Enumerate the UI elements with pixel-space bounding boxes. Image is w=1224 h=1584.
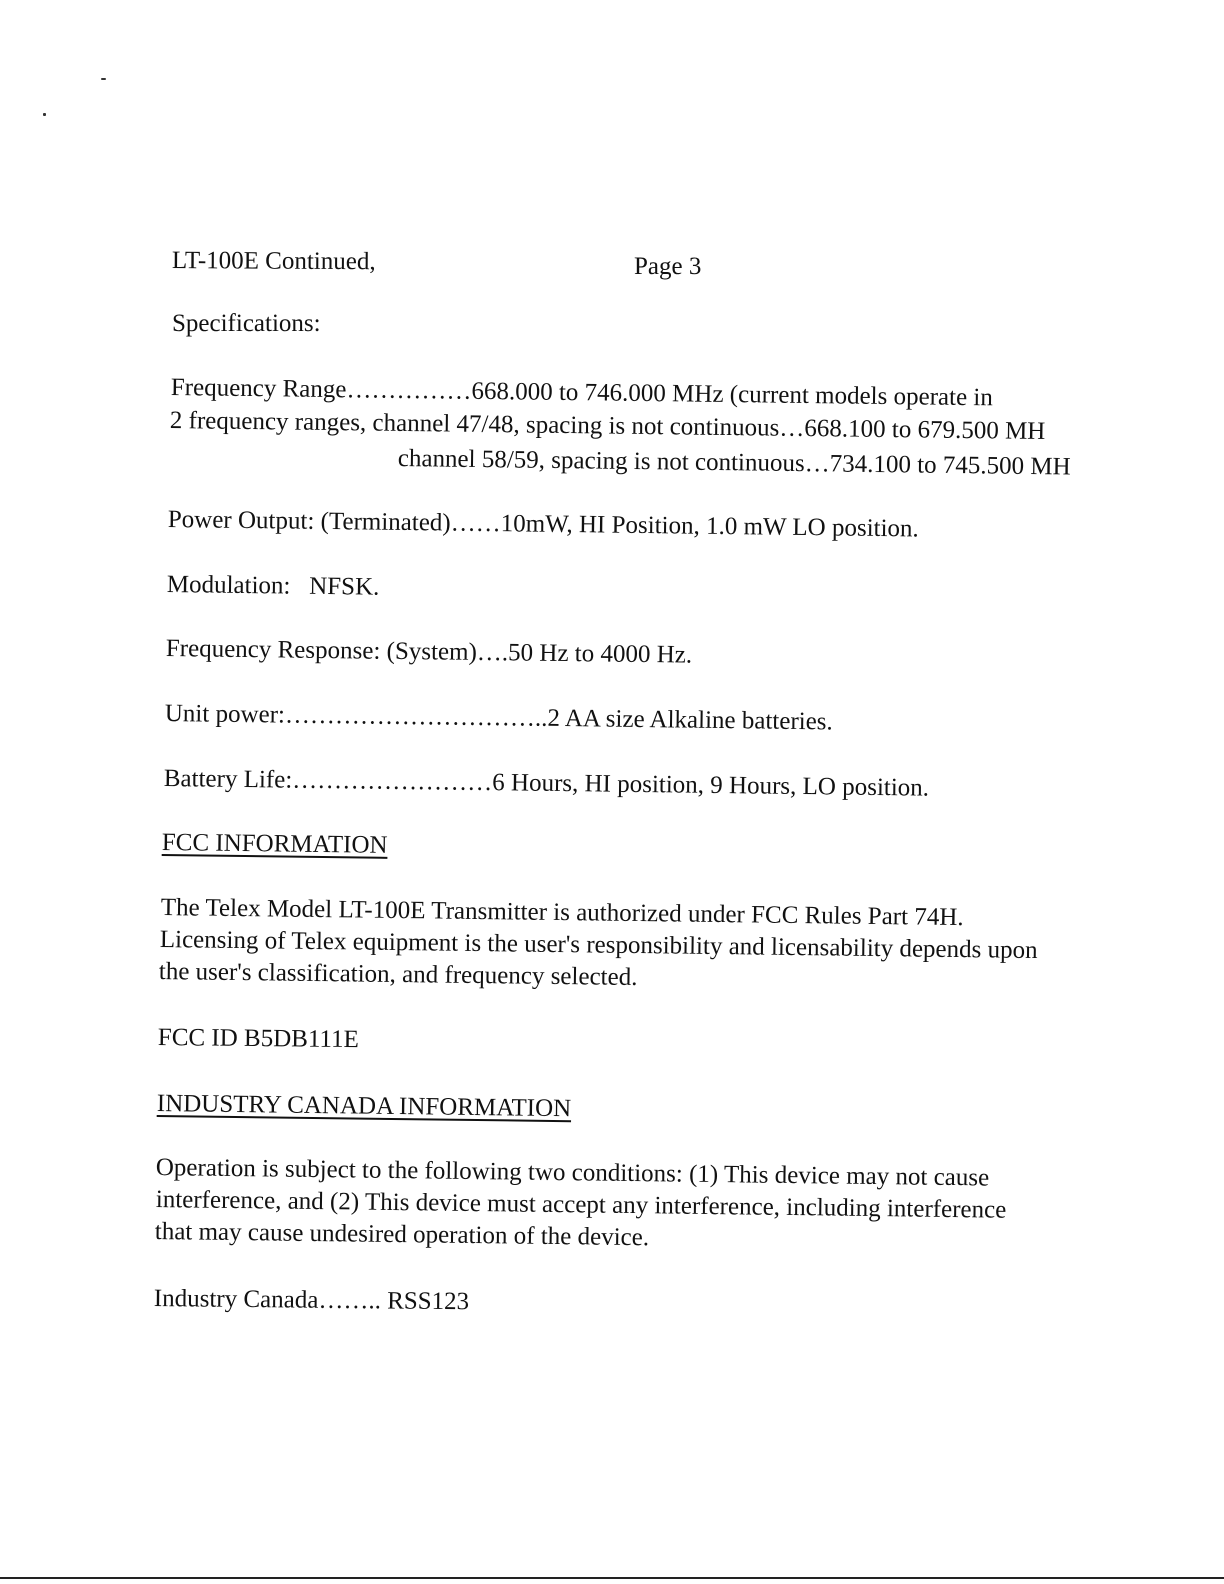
specifications-heading: Specifications: [172,310,321,337]
header-continued: LT-100E Continued, [171,247,376,276]
fcc-paragraph-line-1: The Telex Model LT-100E Transmitter is authorized under FCC Rules Part 74H. [160,894,964,932]
industry-canada-standard: Industry Canada…….. RSS123 [153,1285,470,1316]
spec-modulation: Modulation: NFSK. [166,571,380,601]
scan-speck [43,113,46,116]
spec-frequency-response: Frequency Response: (System)….50 Hz to 4000 Hz. [165,635,693,669]
spec-unit-power: Unit power:…………………………..2 AA size Alkaline batteries. [164,700,833,736]
fcc-heading: FCC INFORMATION [161,829,388,859]
fcc-id: FCC ID B5DB111E [157,1024,359,1054]
spec-power-output: Power Output: (Terminated)……10mW, HI Position, 1.0 mW LO position. [167,506,919,543]
industry-canada-paragraph-line-2: interference, and (2) This device must accept any interference, including interference [155,1186,1007,1224]
spec-frequency-range-line-3: channel 58/59, spacing is not continuous…734.100 to 745.500 MH [397,445,1071,481]
industry-canada-paragraph-line-3: that may cause undesired operation of the device. [154,1218,650,1252]
spec-frequency-range-line-1: Frequency Range……………668.000 to 746.000 MHz (current models operate in [170,374,993,412]
fcc-paragraph-line-2: Licensing of Telex equipment is the user's responsibility and licensability depends upon [159,926,1038,965]
page-number: Page 3 [634,253,702,280]
industry-canada-heading: INDUSTRY CANADA INFORMATION [156,1090,572,1123]
industry-canada-paragraph-line-1: Operation is subject to the following two conditions: (1) This device may not cause [155,1154,990,1192]
spec-frequency-range-line-2: 2 frequency ranges, channel 47/48, spacing is not continuous…668.100 to 679.500 MH [169,407,1046,446]
page-bottom-rule [0,1577,1224,1579]
spec-battery-life: Battery Life:……………………6 Hours, HI position, 9 Hours, LO position. [163,765,930,802]
scan-speck [101,78,106,80]
fcc-paragraph-line-3: the user's classification, and frequency selected. [158,958,638,992]
